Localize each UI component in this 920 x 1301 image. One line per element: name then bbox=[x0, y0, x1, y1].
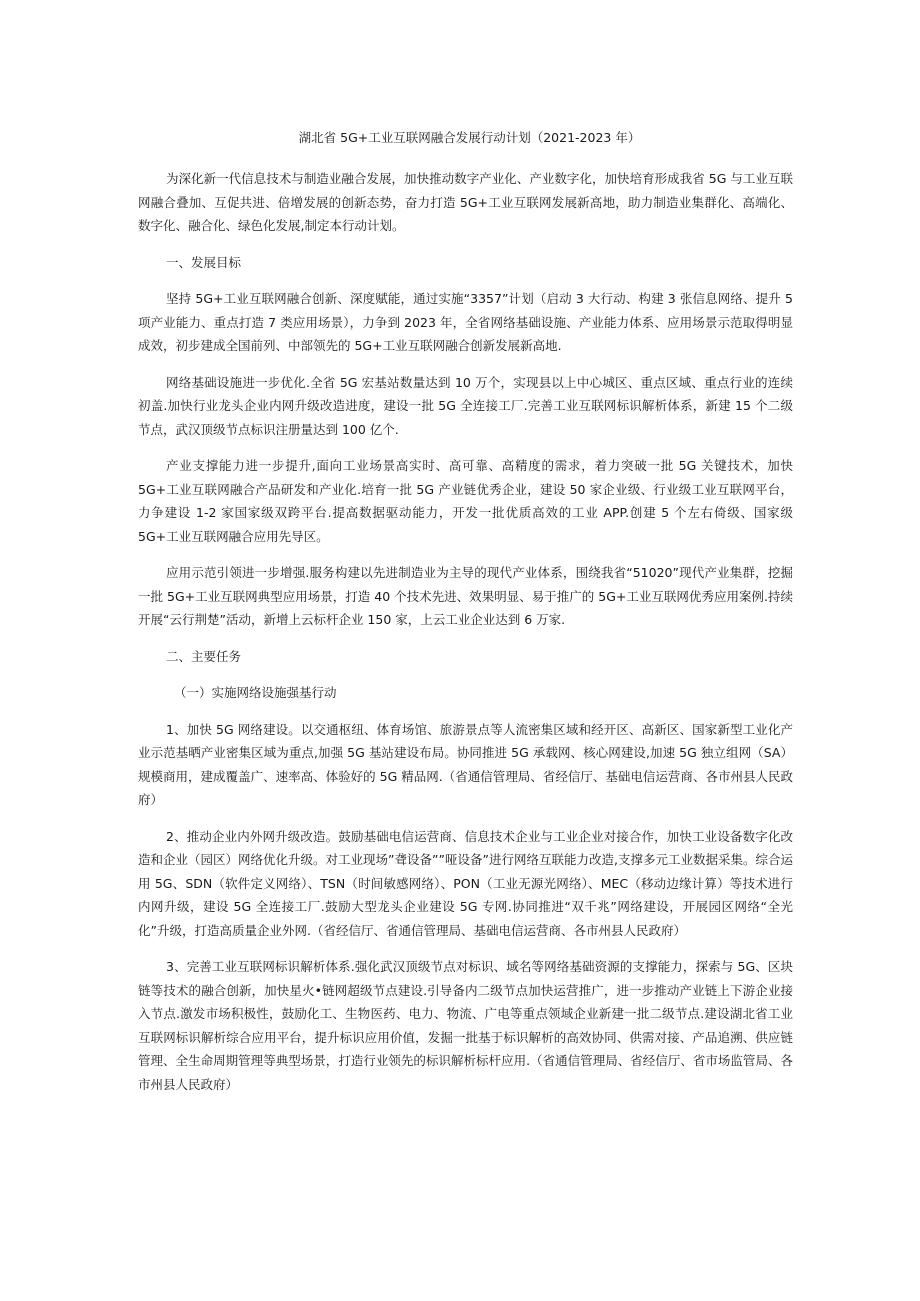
task-paragraph-5g: 1、加快 5G 网络建设。以交通枢纽、体育场馆、旅游景点等人流密集区域和经开区、高新区、国家新型工业化产业示范基晒产业密集区域为重点,加强 5G 基站建设布局。协同推进 5G 承载网、核心网建设,加速 5G 独立组网（SA）规模商用，建成覆盖广、速率高、体验好的 5G 精品网.（省通信管理局、省经信厅、基础电信运营商、各市州县人民政府） bbox=[138, 721, 793, 807]
goals-paragraph-industry: 产业支撑能力进一步提升,面向工业场景高实时、高可靠、高精度的需求，着力突破一批 5G 关键技术，加快 5G+工业互联网融合产品研发和产业化.培育一批 5G 产业链优秀企业，建设 50 家企业级、行业级工业互联网平台，力争建设 1-2 家国家级双跨平台.提高数据驱动能力，开发一批优质高效的工业 APP.创建 5 个左右倚级、国家级 5G+工业互联网融合应用先导区。 bbox=[138, 458, 793, 544]
document-body bbox=[138, 128, 793, 1109]
goals-paragraph-overview: 坚持 5G+工业互联网融合创新、深度赋能，通过实施“3357”计划（启动 3 大行动、构建 3 张信息网络、提升 5 项产业能力、重点打造 7 类应用场景），力争到 2023 年，全省网络基础设施、产业能力体系、应用场景示范取得明显成效，初步建成全国前列、中部领先的 5G+工业互联网融合创新发展新高地. bbox=[138, 291, 793, 353]
section-heading-goals: 一、发展目标 bbox=[166, 254, 242, 270]
task-paragraph-network-upgrade: 2、推动企业内外网升级改造。鼓励基础电信运营商、信息技术企业与工业企业对接合作，加快工业设备数字化改造和企业（园区）网络优化升级。对工业现场”聋设备””哑设备”进行网络互联能力改造,支撑多元工业数据采集。综合运用 5G、SDN（软件定义网络）、TSN（时间敏感网络）、PON（工业无源光网络）、MEC（移动边缘计算）等技术进行内网升级，建设 5G 全连接工厂.鼓励大型龙头企业建设 5G 专网.协同推进“双千兆”网络建设，开展园区网络“全光化”升级，打造高质量企业外网.（省经信厅、省通信管理局、基础电信运营商、各市州县人民政府） bbox=[138, 828, 793, 938]
intro-paragraph: 为深化新一代信息技术与制造业融合发展，加快推动数字产业化、产业数字化，加快培育形成我省 5G 与工业互联网融合叠加、互促共进、倍增发展的创新态势，奋力打造 5G+工业互联网发展新高地，助力制造业集群化、高端化、数字化、融合化、绿色化发展,制定本行动计划。 bbox=[138, 171, 793, 233]
goals-paragraph-network: 网络基础设施进一步优化.全省 5G 宏基站数量达到 10 万个，实现县以上中心城区、重点区域、重点行业的连续初盖.加快行业龙头企业内网升级改造进度，建设一批 5G 全连接工厂.完善工业互联网标识解析体系，新建 15 个二级节点，武汉顶级节点标识注册量达到 100 亿个. bbox=[138, 374, 793, 437]
subsection-heading-network: （一）实施网络设施强基行动 bbox=[174, 685, 337, 700]
goals-paragraph-application: 应用示范引领进一步增强.服务构建以先进制造业为主导的现代产业体系，围绕我省“51020”现代产业集群，挖掘一批 5G+工业互联网典型应用场景，打造 40 个技术先进、效果明显、易于推广的 5G+工业互联网优秀应用案例.持续开展“云行荆楚”活动，新增上云标杆企业 150 家，上云工业企业达到 6 万家. bbox=[138, 565, 793, 627]
task-paragraph-identifier: 3、完善工业互联网标识解析体系.强化武汉顶级节点对标识、域名等网络基础资源的支撑能力，探索与 5G、区块链等技术的融合创新，加快星火•链网超级节点建设.引导备内二级节点加快运营推广，进一步推动产业链上下游企业接入节点.激发市场积极性，鼓励化工、生物医药、电力、物流、广电等重点领域企业新建一批二级节点.建设湖北省工业互联网标识解析综合应用平台，提升标识应用价值，发掘一批基于标识解析的高效协同、供需对接、产品追溯、供应链管理、全生命周期管理等典型场景，打造行业领先的标识解析标杆应用.（省通信管理局、省经信厅、省市场监管局、各市州县人民政府） bbox=[138, 959, 793, 1092]
section-heading-tasks: 二、主要任务 bbox=[166, 648, 242, 664]
document-title: 湖北省 5G+工业互联网融合发展行动计划（2021-2023 年） bbox=[298, 130, 641, 145]
